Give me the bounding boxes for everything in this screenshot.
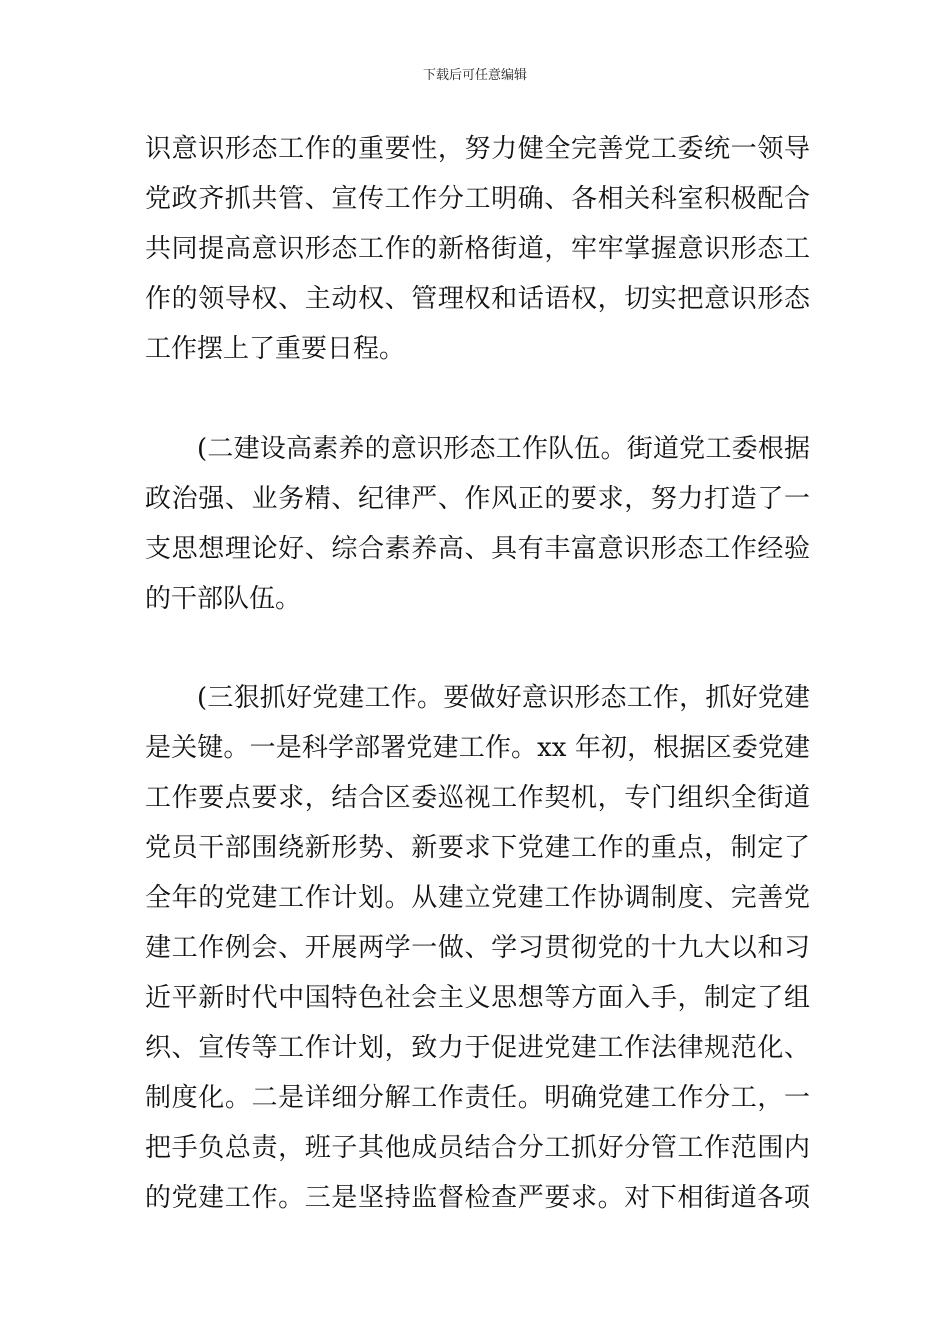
- page-header: 下载后可任意编辑: [422, 68, 527, 83]
- text-line: 的党建工作。三是坚持监督检查严要求。对下相街道各项: [145, 1183, 810, 1213]
- text-line: 全年的党建工作计划。从建立党建工作协调制度、完善党: [145, 883, 810, 913]
- text-line: 工作摆上了重要日程。: [145, 334, 406, 364]
- text-line: (二建设高素养的意识形态工作队伍。街道党工委根据: [197, 434, 810, 464]
- text-line: 共同提高意识形态工作的新格街道，牢牢掌握意识形态工: [145, 234, 810, 264]
- text-line: 党政齐抓共管、宣传工作分工明确、各相关科室积极配合: [145, 184, 810, 214]
- paragraph-team-building: [145, 424, 810, 624]
- text-line: 识意识形态工作的重要性，努力健全完善党工委统一领导: [145, 134, 810, 164]
- text-line: 制度化。二是详细分解工作责任。明确党建工作分工，一: [145, 1083, 810, 1113]
- text-line: 工作要点要求，结合区委巡视工作契机，专门组织全街道: [145, 783, 810, 813]
- text-line: 是关键。一是科学部署党建工作。xx 年初，根据区委党建: [145, 733, 810, 763]
- text-line: 织、宣传等工作计划，致力于促进党建工作法律规范化、: [145, 1033, 810, 1063]
- text-line: 把手负总责，班子其他成员结合分工抓好分管工作范围内: [145, 1133, 810, 1163]
- text-line: 作的领导权、主动权、管理权和话语权，切实把意识形态: [145, 284, 810, 314]
- text-line: 支思想理论好、综合素养高、具有丰富意识形态工作经验: [145, 534, 810, 564]
- text-line: 政治强、业务精、纪律严、作风正的要求，努力打造了一: [145, 484, 810, 514]
- text-line: 的干部队伍。: [145, 584, 302, 614]
- paragraph-party-building: [145, 673, 810, 1223]
- text-line: 近平新时代中国特色社会主义思想等方面入手，制定了组: [145, 983, 810, 1013]
- text-line: 建工作例会、开展两学一做、学习贯彻党的十九大以和习: [145, 933, 810, 963]
- paragraph-continuation: [145, 124, 810, 374]
- text-line: 党员干部围绕新形势、新要求下党建工作的重点，制定了: [145, 833, 810, 863]
- text-line: (三狠抓好党建工作。要做好意识形态工作，抓好党建: [197, 683, 810, 713]
